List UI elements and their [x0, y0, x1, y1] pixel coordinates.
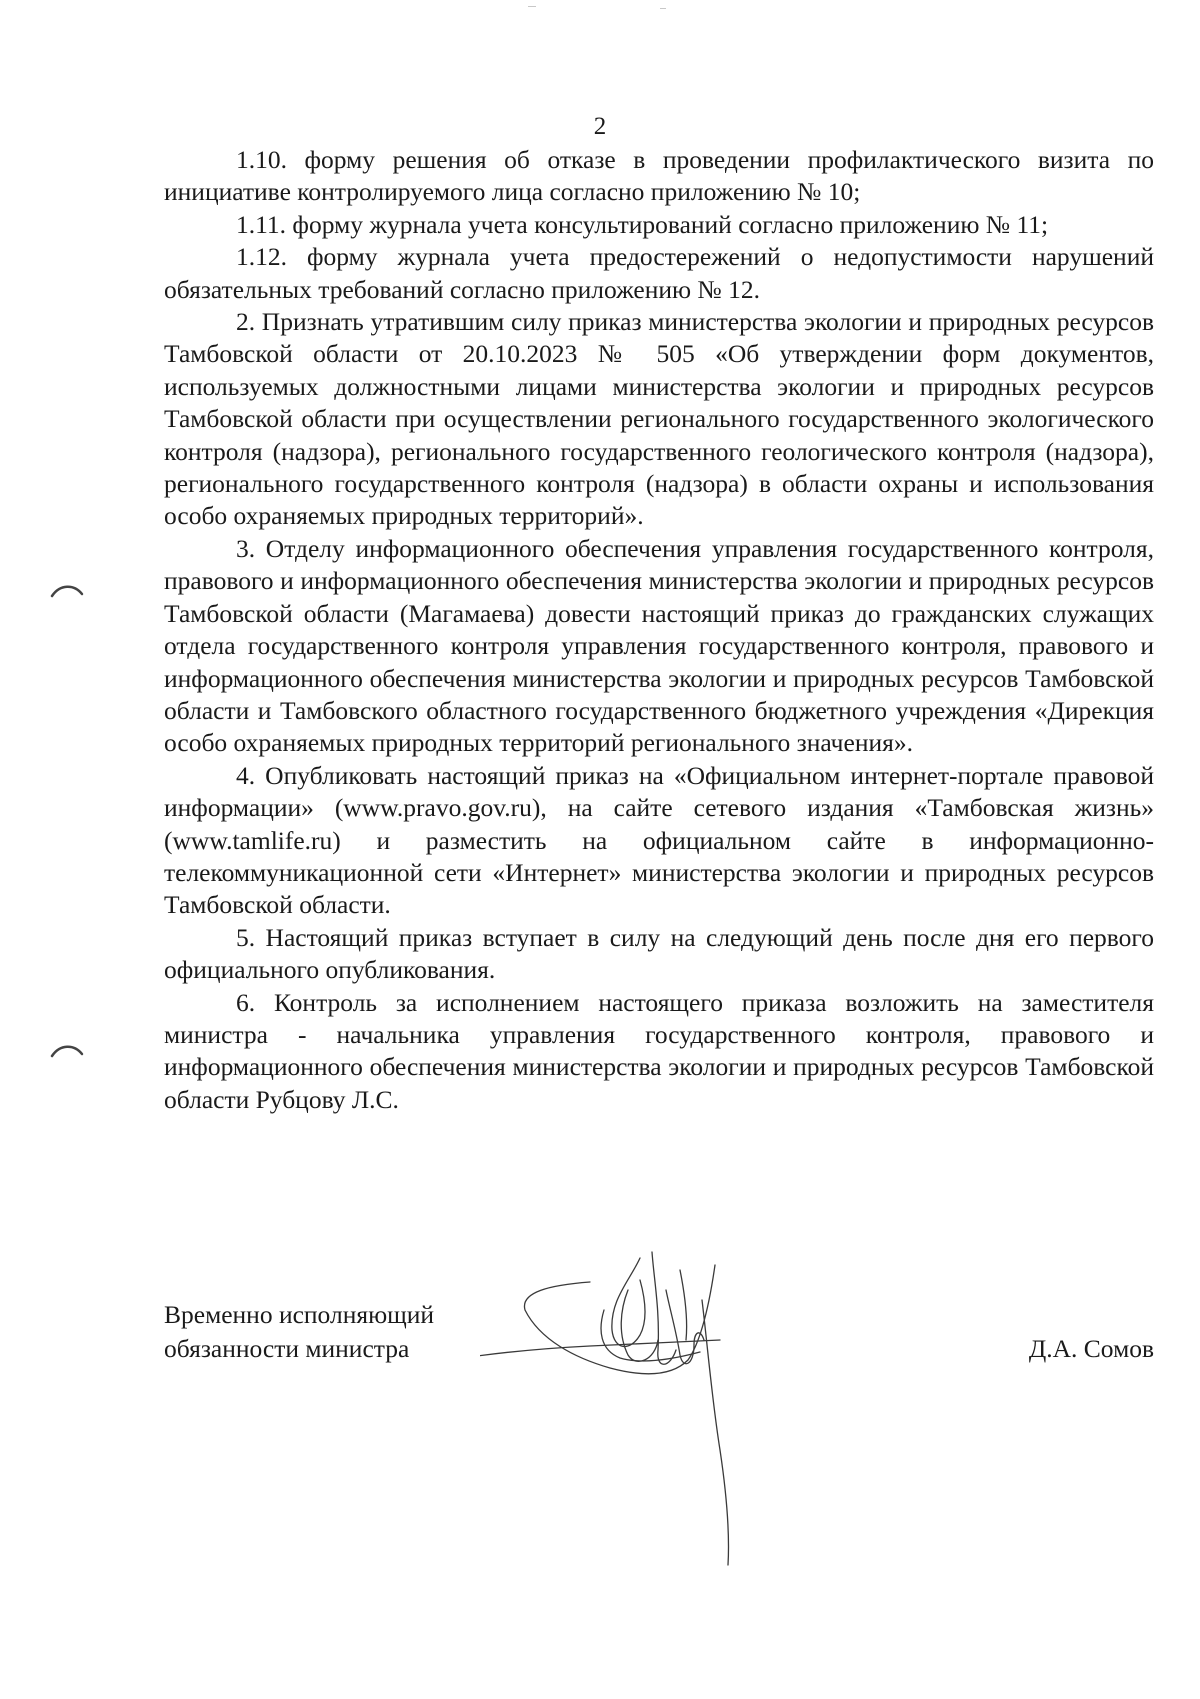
scan-artifact-mark [50, 582, 84, 602]
paragraph-3: 3. Отделу информационного обеспечения управления государственного контроля, правового и информационного обеспечения министерства экологии и природных ресурсов Тамбовской области (Магамаева) довести настоящий приказ до гражданских служащих отдела государственного контроля управления государственного контроля, правового и информационного обеспечения министерства экологии и природных ресурсов Тамбовской области и Тамбовского областного государственного бюджетного учреждения «Дирекция особо охраняемых природных территорий регионального значения». [164, 533, 1154, 758]
paragraph-2: 2. Признать утратившим силу приказ министерства экологии и природных ресурсов Тамбовской области от 20.10.2023 № 505 «Об утверждении форм документов, используемых должностными лицами министерства экологии и природных ресурсов Тамбовской области при осуществлении регионального государственного экологического контроля (надзора), регионального государственного геологического контроля (надзора), регионального государственного контроля (надзора) в области охраны и использования особо охраняемых природных территорий». [164, 307, 1154, 531]
page-number: 2 [593, 113, 607, 140]
handwritten-signature [480, 1240, 810, 1580]
paragraph-1-10: 1.10. форму решения об отказе в проведении профилактического визита по инициативе контролируемого лица согласно приложению № 10; [164, 145, 1154, 207]
paragraph-1-12: 1.12. форму журнала учета предостережений о недопустимости нарушений обязательных требований согласно приложению № 12. [164, 242, 1154, 304]
scan-speck [660, 8, 666, 9]
scan-speck [528, 6, 536, 7]
paragraph-1-11: 1.11. форму журнала учета консультирований согласно приложению № 11; [236, 209, 1049, 239]
paragraph-4: 4. Опубликовать настоящий приказ на «Официальном интернет-портале правовой информации» (www.pravo.gov.ru), на сайте сетевого издания «Тамбовская жизнь» (www.tamlife.ru) и разместить на официальном сайте в информационно-телекоммуникационной сети «Интернет» министерства экологии и природных ресурсов Тамбовской области. [164, 760, 1154, 920]
paragraph-5: 5. Настоящий приказ вступает в силу на следующий день после дня его первого официального опубликования. [164, 922, 1154, 985]
signer-title-line-1: Временно исполняющий [164, 1300, 435, 1329]
signer-name: Д.А. Сомов [1028, 1334, 1154, 1363]
signer-title [164, 1298, 434, 1366]
paragraph-6: 6. Контроль за исполнением настоящего приказа возложить на заместителя министра - начальника управления государственного контроля, правового и информационного обеспечения министерства экологии и природных ресурсов Тамбовской области Рубцову Л.С. [164, 987, 1154, 1114]
signer-title-line-2: обязанности министра [164, 1334, 410, 1363]
scan-artifact-mark [50, 1042, 84, 1062]
document-body [164, 144, 1154, 1116]
